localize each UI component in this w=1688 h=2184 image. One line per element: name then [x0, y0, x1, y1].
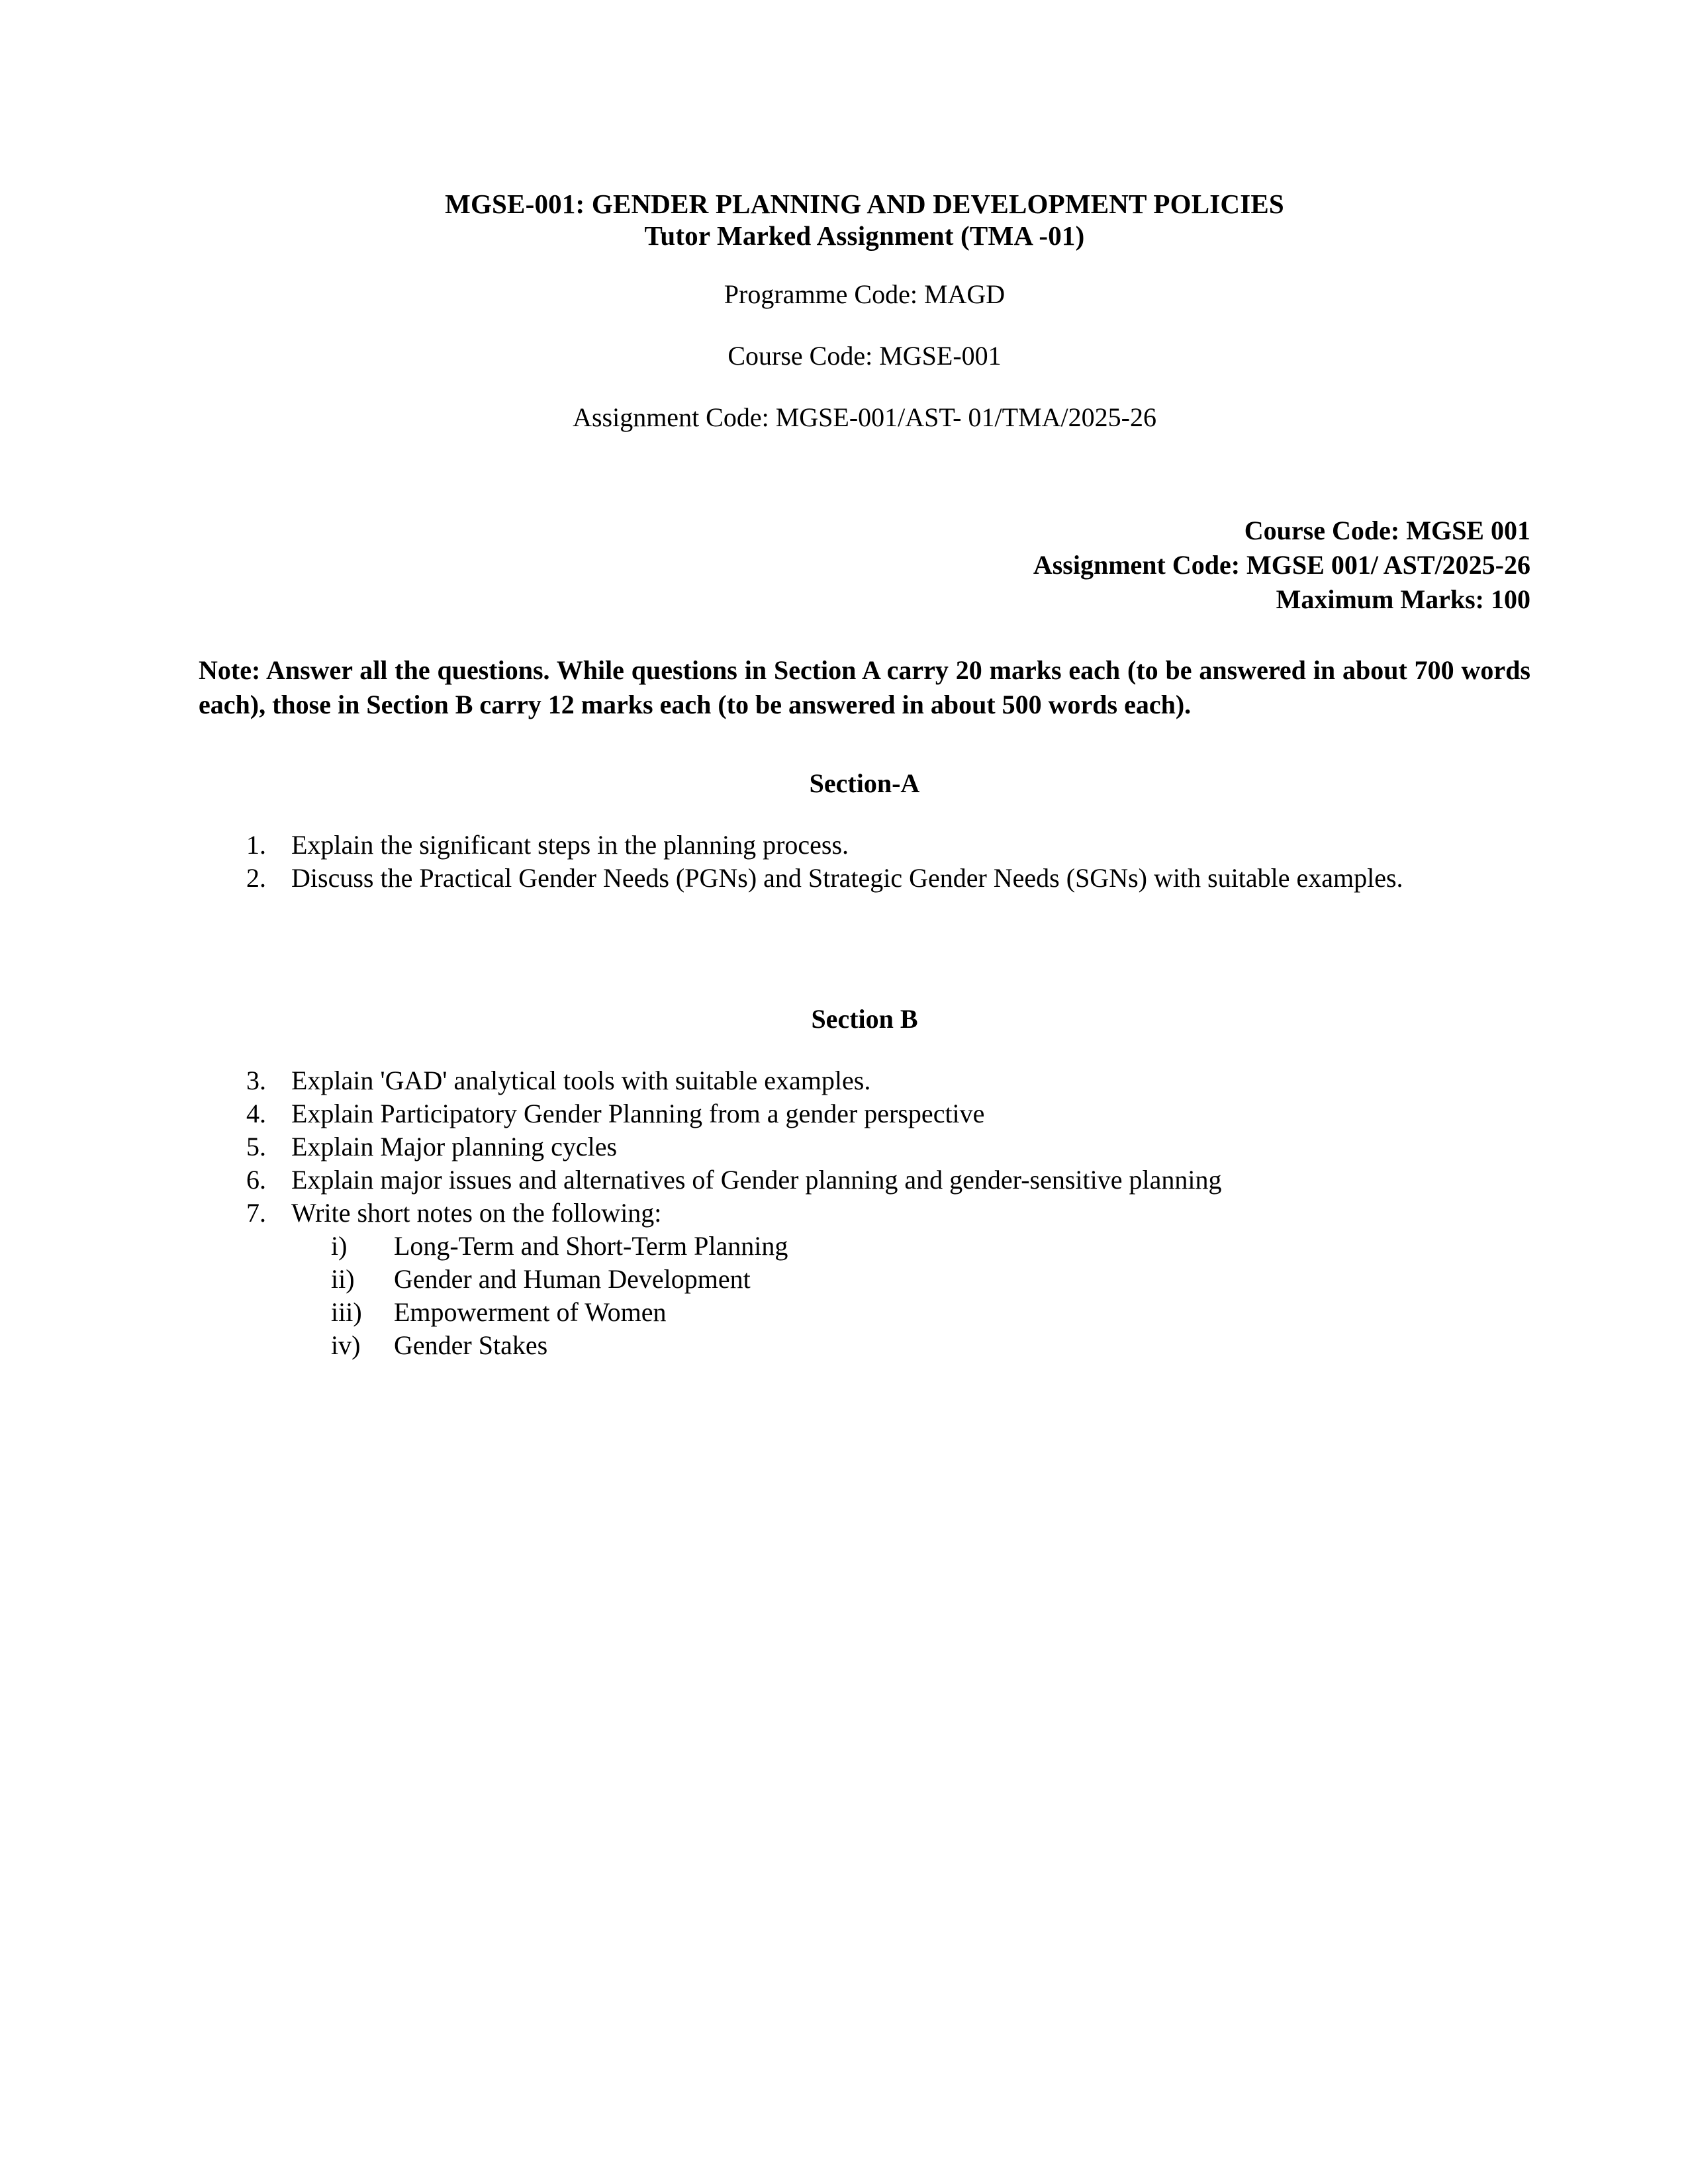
question-number: 2. [246, 862, 266, 893]
question-text: Write short notes on the following: [291, 1197, 662, 1228]
assignment-code-line: Assignment Code: MGSE-001/AST- 01/TMA/2025-26 [573, 402, 1156, 432]
sub-question-item [199, 1296, 1530, 1329]
question-text: Explain Participatory Gender Planning from a gender perspective [291, 1098, 985, 1128]
instructions-note: Note: Answer all the questions. While questions in Section A carry 20 marks each (to be answered in about 700 words each), those in Section B carry 12 marks each (to be answered in about 500 words each). [199, 655, 1530, 719]
question-7-sub-list [199, 1230, 1530, 1362]
section-a-question-list [199, 829, 1530, 895]
page-title-line-1: MGSE-001: GENDER PLANNING AND DEVELOPMENT POLICIES [445, 189, 1284, 219]
question-number: 7. [246, 1197, 266, 1228]
course-code-line: Course Code: MGSE-001 [727, 340, 1002, 371]
question-item [199, 1064, 1530, 1097]
question-number: 6. [246, 1164, 266, 1195]
sub-question-item [199, 1230, 1530, 1263]
sub-question-number: iii) [331, 1297, 362, 1327]
question-text: Explain Major planning cycles [291, 1131, 618, 1161]
question-item [199, 829, 1530, 862]
question-number: 3. [246, 1065, 266, 1095]
section-b-question-list [199, 1064, 1530, 1230]
sub-question-number: i) [331, 1230, 348, 1261]
question-number: 4. [246, 1098, 266, 1128]
question-number: 1. [246, 829, 266, 860]
meta-course-code: Course Code: MGSE 001 [1244, 515, 1530, 545]
sub-question-text: Gender and Human Development [394, 1263, 751, 1294]
question-text: Explain 'GAD' analytical tools with suitable examples. [291, 1065, 871, 1095]
section-a-heading: Section-A [809, 768, 920, 798]
sub-question-text: Gender Stakes [394, 1330, 548, 1360]
section-b-heading: Section B [811, 1003, 918, 1034]
document-title-block [199, 188, 1530, 252]
sub-question-text: Empowerment of Women [394, 1297, 667, 1327]
question-text: Explain major issues and alternatives of Gender planning and gender-sensitive planning [291, 1164, 1222, 1195]
sub-question-text: Long-Term and Short-Term Planning [394, 1230, 788, 1261]
question-item [199, 1163, 1530, 1197]
meta-assignment-code: Assignment Code: MGSE 001/ AST/2025-26 [1033, 549, 1530, 580]
sub-question-item [199, 1329, 1530, 1362]
document-content-column [199, 0, 1530, 1362]
assignment-meta-block [199, 514, 1530, 617]
meta-maximum-marks: Maximum Marks: 100 [1276, 584, 1530, 614]
question-item [199, 1130, 1530, 1163]
question-text: Explain the significant steps in the planning process. [291, 829, 849, 860]
question-item [199, 1097, 1530, 1130]
page-title-line-2: Tutor Marked Assignment (TMA -01) [644, 220, 1085, 251]
centered-code-block [199, 281, 1530, 431]
programme-code-line: Programme Code: MAGD [724, 279, 1006, 309]
question-item [199, 1197, 1530, 1230]
question-number: 5. [246, 1131, 266, 1161]
sub-question-item [199, 1263, 1530, 1296]
question-item [199, 862, 1530, 895]
question-text: Discuss the Practical Gender Needs (PGNs) and Strategic Gender Needs (SGNs) with suitable examples. [291, 862, 1403, 893]
sub-question-number: ii) [331, 1263, 355, 1294]
sub-question-number: iv) [331, 1330, 361, 1360]
